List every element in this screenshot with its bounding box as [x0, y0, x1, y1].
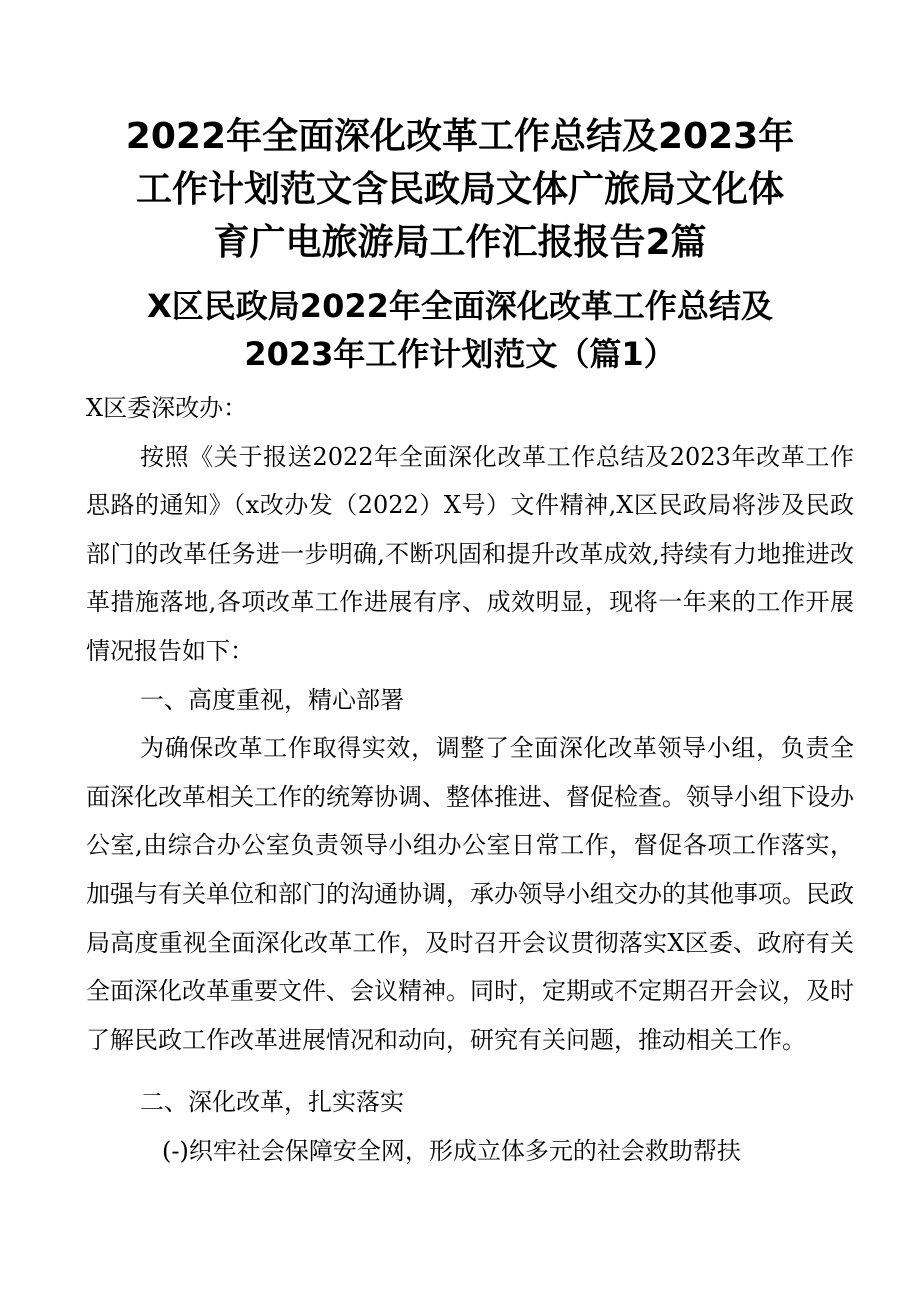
heading-high-priority: 一、高度重视，精心部署 — [140, 685, 404, 714]
main-title-line-2: 工作计划范文含民政局文体广旅局文化体 — [135, 169, 784, 210]
section-title-line-2: 2023年工作计划范文（篇1） — [244, 335, 676, 373]
heading-deepen-reform: 二、深化改革，扎实落实 — [140, 1088, 404, 1117]
section-title — [70, 282, 850, 378]
paragraph-deployment: 为确保改革工作取得实效，调整了全面深化改革领导小组，负责全面深化改革相关工作的统筹协调、整体推进、督促检查。领导小组下设办公室,由综合办公室负责领导小组办公室日常工作，督促各项工作落实，加强与有关单位和部门的沟通协调，承办领导小组交办的其他事项。民政局高度重视全面深化改革工作，及时召开会议贯彻落实X区委、政府有关全面深化改革重要文件、会议精神。同时，定期或不定期召开会议，及时了解民政工作改革进展情况和动向，研究有关问题，推动相关工作。 — [86, 734, 854, 1054]
main-title-line-1: 2022年全面深化改革工作总结及2023年 — [125, 116, 795, 157]
main-title — [70, 110, 850, 269]
intro-paragraph: 按照《关于报送2022年全面深化改革工作总结及2023年改革工作思路的通知》（x改办发（2022）X号）文件精神,X区民政局将涉及民政部门的改革任务进一步明确,不断巩固和提升改革成效,持续有力地推进改革措施落地,各项改革工作进展有序、成效明显，现将一年来的工作开展情况报告如下： — [86, 442, 854, 665]
main-title-line-3: 育广电旅游局工作汇报报告2篇 — [213, 222, 707, 263]
salutation: X区委深改办： — [86, 394, 248, 422]
subheading-social-security: (-)织牢社会保障安全网，形成立体多元的社会救助帮扶 — [162, 1136, 741, 1165]
document-body — [86, 384, 854, 1176]
section-title-line-1: X区民政局2022年全面深化改革工作总结及 — [147, 287, 773, 325]
